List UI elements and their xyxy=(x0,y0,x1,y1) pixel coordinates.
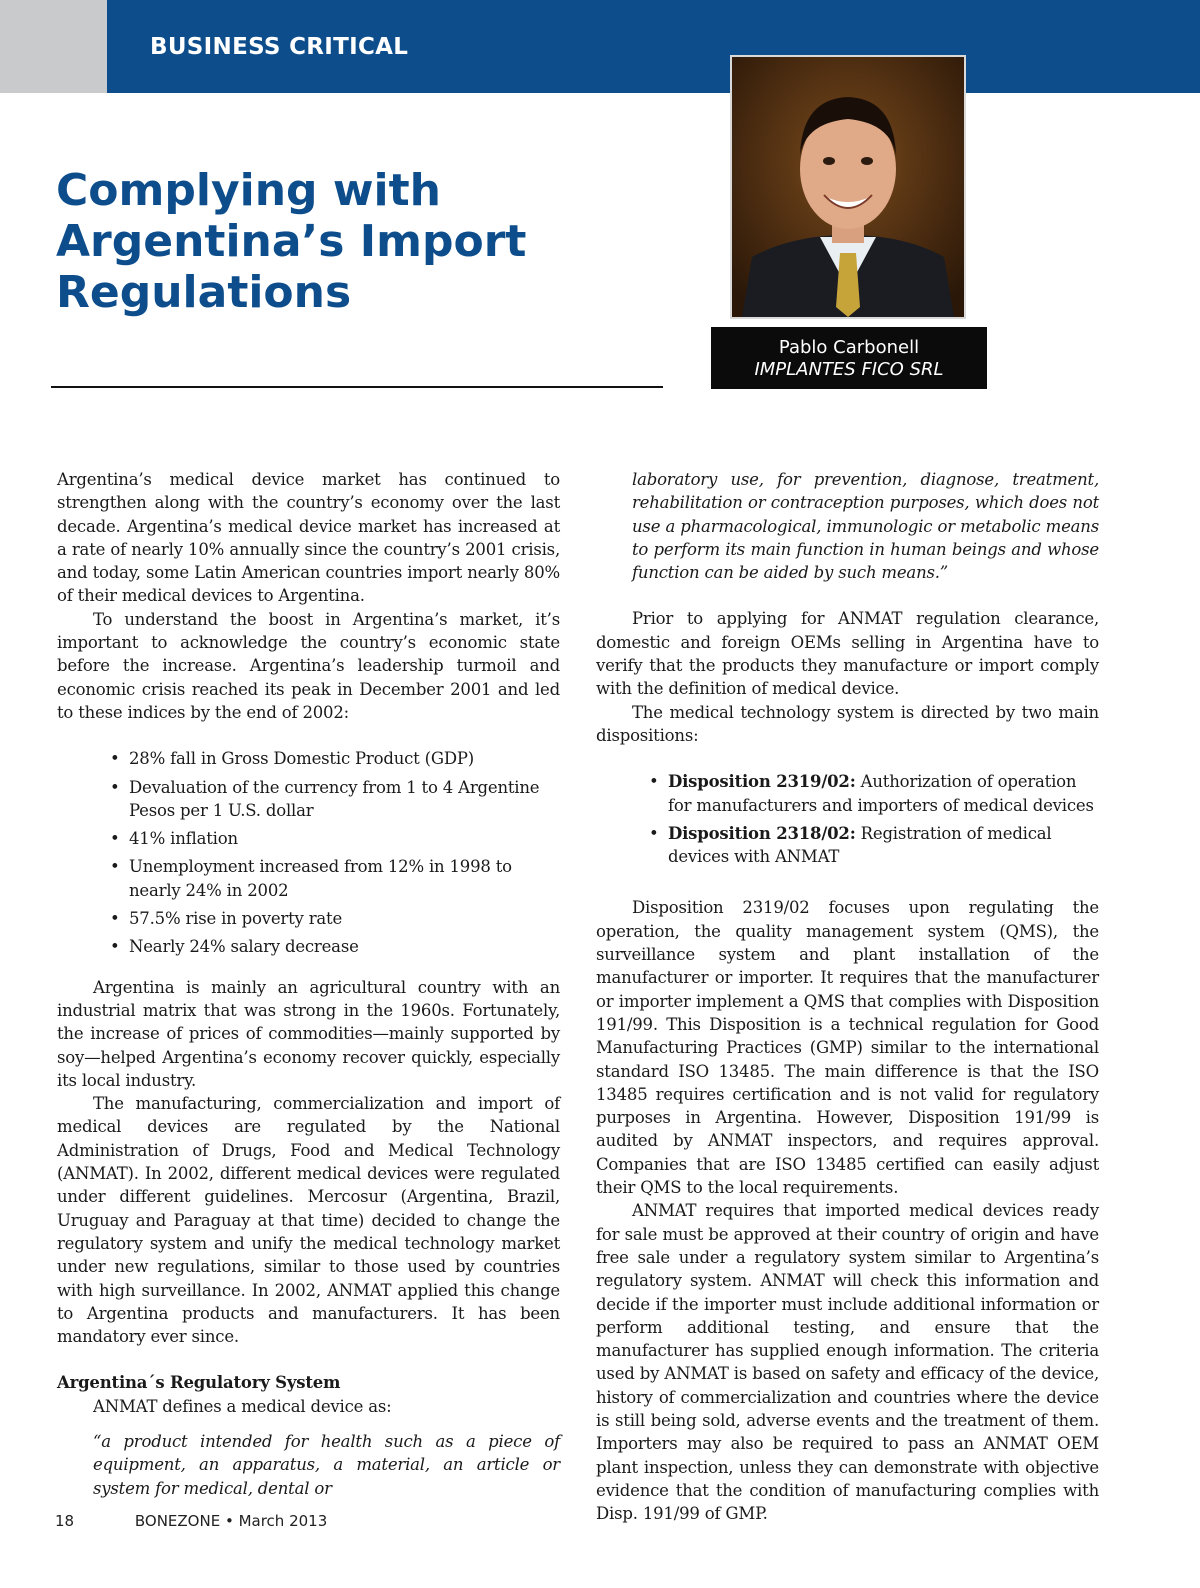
paragraph: ANMAT defines a medical device as: xyxy=(93,1396,392,1416)
list-item: • Devaluation of the currency from 1 to 4 Argentine Pesos per 1 U.S. dollar xyxy=(129,776,560,823)
left-column xyxy=(57,468,560,1500)
paragraph: Disposition 2319/02 focuses upon regulating the operation, the quality management system (QMS), the surveillance system and plant installation of the manufacturer or importer. It requires that the manufacturer or importer implement a QMS that complies with Disposition 191/99. This Disposition is a technical regulation for Good Manufacturing Practices (GMP) similar to the international standard ISO 13485. The main difference is that the ISO 13485 requires certification and is not valid for regulatory purposes in Argentina. However, Disposition 191/99 is audited by ANMAT inspectors, and requires approval. Companies that are ISO 13485 certified can easily adjust their QMS to the local requirements. xyxy=(596,898,1099,1198)
title-line: Complying with xyxy=(56,165,441,216)
dispositions-list xyxy=(596,770,1099,868)
list-item xyxy=(668,822,1099,869)
definition-quote: “a product intended for health such as a piece of equipment, an apparatus, a material, an article or system for medical, dental or xyxy=(93,1431,560,1498)
disposition-label: Disposition 2319/02: xyxy=(668,772,856,792)
list-item: • Nearly 24% salary decrease xyxy=(129,935,560,958)
list-item: • 41% inflation xyxy=(129,827,560,850)
author-name: Pablo Carbonell xyxy=(778,337,920,358)
list-item: • 28% fall in Gross Domestic Product (GDP) xyxy=(129,747,560,770)
paragraph: Argentina is mainly an agricultural country with an industrial matrix that was strong in the 1960s. Fortunately, the increase of prices of commodities—mainly supported by soy—helped Argentina’s economy recover quickly, especially its local industry. xyxy=(57,977,560,1090)
author-photo xyxy=(730,55,966,319)
page-number: 18 xyxy=(55,1512,75,1530)
disposition-text: Registration of medical devices with ANMAT xyxy=(668,823,1052,867)
paragraph: To understand the boost in Argentina’s market, it’s important to acknowledge the country’s economic state before the increase. Argentina’s leadership turmoil and economic crisis reached its peak in December 2001 and led to these indices by the end of 2002: xyxy=(57,609,560,722)
author-organization: IMPLANTES FICO SRL xyxy=(754,359,944,380)
article-title xyxy=(56,165,656,318)
list-item: • Unemployment increased from 12% in 1998 to nearly 24% in 2002 xyxy=(129,855,560,902)
disposition-label: Disposition 2318/02: xyxy=(668,823,856,843)
title-line: Regulations xyxy=(56,267,352,318)
publication-info: BONEZONE • March 2013 xyxy=(134,1512,328,1530)
right-column xyxy=(596,468,1099,1525)
paragraph: Prior to applying for ANMAT regulation clearance, domestic and foreign OEMs selling in Argentina have to verify that the products they manufacture or import comply with the definition of medical device. xyxy=(596,609,1099,699)
title-divider xyxy=(51,386,663,388)
paragraph: The manufacturing, commercialization and import of medical devices are regulated by the National Administration of Drugs, Food and Medical Technology (ANMAT). In 2002, different medical devices were regulated under different guidelines. Mercosur (Argentina, Brazil, Uruguay and Paraguay at that time) decided to change the regulatory system and unify the medical technology market under new regulations, similar to those used by countries with high surveillance. In 2002, ANMAT applied this change to Argentina products and manufacturers. It has been mandatory ever since. xyxy=(57,1094,560,1347)
disposition-text: Authorization of operation for manufacturers and importers of medical devices xyxy=(668,772,1094,815)
section-label: BUSINESS CRITICAL xyxy=(150,34,409,60)
page-footer xyxy=(55,1512,327,1530)
list-item xyxy=(668,770,1099,817)
paragraph: Argentina’s medical device market has continued to strengthen along with the country’s economy over the last decade. Argentina’s medical device market has increased at a rate of nearly 10% annually since the country’s 2001 crisis, and today, some Latin American countries import nearly 80% of their medical devices to Argentina. xyxy=(57,470,560,606)
list-item: • 57.5% rise in poverty rate xyxy=(129,907,560,930)
definition-quote: laboratory use, for prevention, diagnose, treatment, rehabilitation or contraception purposes, which does not use a pharmacological, immunologic or metabolic means to perform its main function in human beings and whose function can be aided by such means.” xyxy=(632,470,1099,583)
author-byline xyxy=(711,327,987,389)
title-line: Argentina’s Import xyxy=(56,216,527,267)
paragraph: ANMAT requires that imported medical devices ready for sale must be approved at their country of origin and have free sale under a regulatory system similar to Argentina’s regulatory system. ANMAT will check this information and decide if the importer must include additional information or perform additional testing, and ensure that the manufacturer has supplied enough information. The criteria used by ANMAT is based on safety and efficacy of the device, history of commercialization and countries where the device is still being sold, adverse events and the treatment of them. Importers may also be required to pass an ANMAT OEM plant inspection, unless they can demonstrate with objective evidence that the condition of manufacturing complies with Disp. 191/99 of GMP. xyxy=(596,1201,1099,1524)
paragraph: The medical technology system is directed by two main dispositions: xyxy=(596,702,1099,745)
economic-indices-list xyxy=(57,747,560,958)
subheading: Argentina´s Regulatory System xyxy=(57,1373,341,1393)
header-gray-block xyxy=(0,0,107,93)
